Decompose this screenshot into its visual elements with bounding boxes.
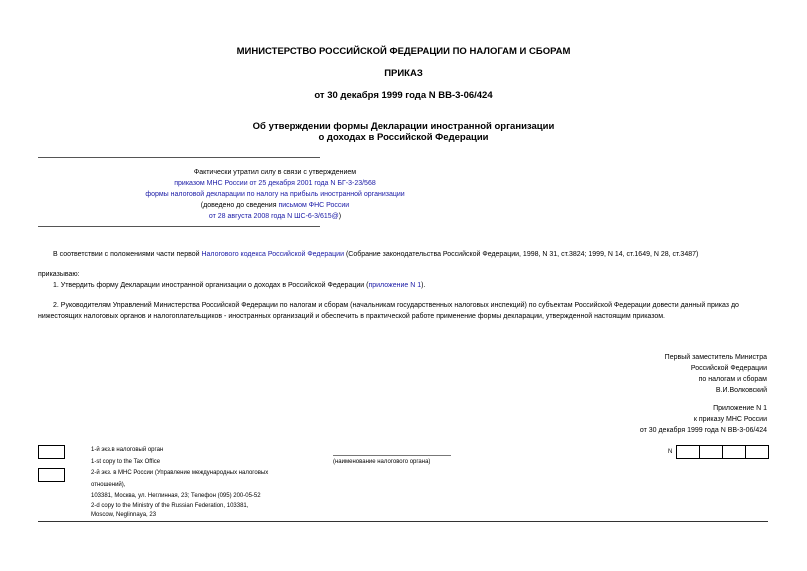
- document-title-line1: Об утверждении формы Декларации иностранной организации: [252, 121, 555, 132]
- number-label: N: [668, 449, 673, 455]
- number-cell-2[interactable]: [699, 445, 723, 459]
- p1-prefix: В соответствии с положениями части первой: [53, 251, 202, 258]
- notice-letter-date-link[interactable]: от 28 августа 2008 года N ШС-6-3/615@: [208, 213, 339, 220]
- item1-prefix: 1. Утвердить форму Декларации иностранной организации о доходах в Российской Федерации (: [53, 282, 369, 289]
- tax-code-link[interactable]: Налогового кодекса Российской Федерации: [201, 251, 345, 258]
- status-notice: [40, 167, 510, 222]
- tax-office-name-field[interactable]: [333, 455, 451, 456]
- appendix-order: к приказу МНС России: [693, 416, 767, 423]
- orders-word: приказываю:: [38, 271, 80, 278]
- document-title-line2: о доходах в Российской Федерации: [318, 132, 489, 143]
- copy2-ru-line2: отношений),: [91, 481, 126, 488]
- p1-suffix: (Собрание законодательства Российской Федерации, 1998, N 31, ст.3824; 1999, N 14, ст.1649, N 28, ст.3487): [344, 251, 699, 258]
- signature-name: В.И.Волковский: [715, 387, 767, 394]
- copy2-ru-line1: 2-й экз. в МНС России (Управление международных налоговых: [91, 470, 269, 476]
- order-item-2-line2: нижестоящих налоговых органов и налогоплательщиков - иностранных организаций и обеспечить в практической работе применение формы декларации, утвержденной настоящим приказом.: [38, 313, 666, 320]
- notice-form-link[interactable]: формы налоговой декларации по налогу на прибыль иностранной организации: [145, 191, 405, 198]
- signature-block: [665, 352, 767, 396]
- ministry-heading: МИНИСТЕРСТВО РОССИЙСКОЙ ФЕДЕРАЦИИ ПО НАЛОГАМ И СБОРАМ: [236, 46, 571, 57]
- notice-order-link[interactable]: приказом МНС России от 25 декабря 2001 года N БГ-3-23/568: [174, 180, 376, 187]
- number-cell-3[interactable]: [722, 445, 746, 459]
- notice-line1: Фактически утратил силу в связи с утверждением: [193, 169, 357, 176]
- copy1-ru: 1-й экз.в налоговый орган: [91, 447, 164, 453]
- notice-line4-prefix: (доведено до сведения: [200, 202, 279, 209]
- copy1-checkbox[interactable]: [38, 445, 65, 459]
- document-date-number: от 30 декабря 1999 года N ВВ-3-06/424: [314, 90, 493, 101]
- copy2-en-line1: 2-d copy to the Ministry of the Russian Federation, 103381,: [91, 502, 249, 509]
- signature-country: Российской Федерации: [690, 365, 767, 372]
- copy2-checkbox[interactable]: [38, 468, 65, 482]
- document-type: ПРИКАЗ: [384, 68, 423, 79]
- notice-line5-suffix: ): [338, 213, 342, 220]
- copy1-en: 1-st copy to the Tax Office: [91, 458, 161, 465]
- tax-office-caption: (наименование налогового органа): [333, 459, 431, 465]
- number-cell-4[interactable]: [745, 445, 769, 459]
- copy2-en-line2: Moscow, Neglinnaya, 23: [91, 512, 157, 518]
- copy-destinations: [91, 446, 268, 521]
- order-item-2-line1: 2. Руководителям Управлений Министерства Российской Федерации по налогам и сборам (начальникам государственных налоговых инспекций) по субъектам Российской Федерации довести данный приказ до: [53, 302, 739, 309]
- appendix-title: Приложение N 1: [713, 405, 767, 412]
- order-item-1: [53, 280, 425, 291]
- form-bottom-rule: [38, 521, 768, 522]
- appendix-block: [640, 403, 767, 436]
- item1-suffix: ).: [421, 282, 426, 289]
- appendix-1-link[interactable]: приложение N 1: [368, 282, 422, 289]
- appendix-date: от 30 декабря 1999 года N ВВ-3-06/424: [639, 427, 767, 434]
- notice-letter-link[interactable]: письмом ФНС России: [278, 202, 350, 209]
- address-ru: 103381, Москва, ул. Неглинная, 23; Телефон (095) 200-05-52: [91, 493, 261, 499]
- number-cell-1[interactable]: [676, 445, 700, 459]
- divider-bottom: [38, 226, 320, 227]
- signature-area: по налогам и сборам: [698, 376, 767, 383]
- paragraph-legal-basis: [53, 249, 698, 260]
- divider-top: [38, 157, 320, 158]
- signature-position: Первый заместитель Министра: [664, 354, 767, 361]
